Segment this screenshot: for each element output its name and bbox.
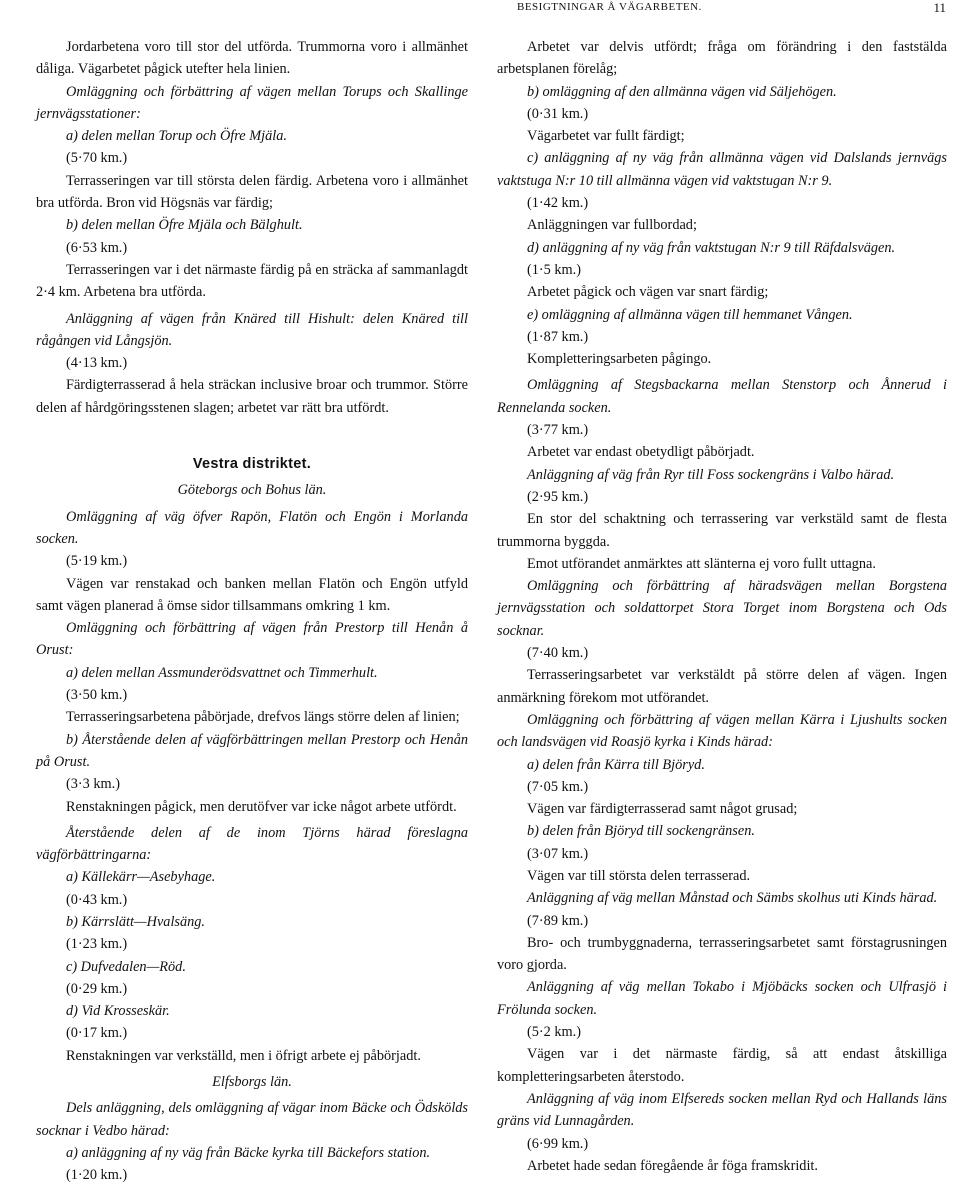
paragraph: Bro- och trumbyggnaderna, terrasseringsarbetet samt förstagrusningen voro gjorda. [497,934,947,974]
paragraph: Vägarbetet var fullt färdigt; [527,128,685,145]
paragraph: a) delen från Kärra till Björyd. [527,756,705,773]
paragraph: Anläggning af vägen från Knäred till Hishult: delen Knäred till rågången vid Långsjön. [36,310,468,349]
paragraph: Anläggning af väg mellan Tokabo i Mjöbäcks socken och Ulfrasjö i Frölunda socken. [497,979,947,1018]
paragraph: (1·23 km.) [66,936,128,953]
paragraph: (1·87 km.) [527,328,589,345]
paragraph: Emot utförandet anmärktes att slänterna ej voro fullt uttagna. [527,555,876,572]
paragraph: Anläggning af väg mellan Månstad och Sämbs skolhus uti Kinds härad. [527,890,938,907]
paragraph: Anläggning af väg från Ryr till Foss sockengräns i Valbo härad. [527,466,895,483]
paragraph: (3·77 km.) [527,422,589,439]
paragraph: a) Källekärr—Asebyhage. [66,869,216,886]
paragraph: b) Kärrslätt—Hvalsäng. [66,913,206,930]
paragraph: (1·5 km.) [527,261,581,278]
paragraph: Renstakningen pågick, men derutöfver var icke något arbete utfördt. [66,798,457,815]
paragraph: Omläggning och förbättring af vägen mellan Torups och Skallinge jernvägsstationer: [36,83,468,122]
paragraph: (3·07 km.) [527,845,589,862]
paragraph: En stor del schaktning och terrassering var verkstäld samt de flesta trummorna byggda. [497,511,947,550]
paragraph: Anläggningen var fullbordad; [527,217,697,234]
paragraph: (5·70 km.) [66,150,128,167]
paragraph: a) anläggning af ny väg från Bäcke kyrka till Bäckefors station. [66,1144,431,1161]
paragraph: Renstakningen var verkställd, men i öfrigt arbete ej påbörjadt. [66,1047,421,1064]
paragraph: b) delen från Björyd till sockengränsen. [527,823,755,840]
paragraph: Terrasseringen var till största delen färdig. Arbetena voro i allmänhet bra utförda. Bron vid Högsnäs var färdig; [36,172,468,212]
paragraph: (4·13 km.) [66,355,128,372]
paragraph: Vägen var i det närmaste färdig, så att endast åtskilliga kompletteringsarbeten återstodo. [497,1046,947,1085]
paragraph: Färdigterrasserad å hela sträckan inclusive broar och trummor. Större delen af hårdgöringsstenen slagen; arbetet var rätt bra utfördt. [36,377,468,416]
paragraph: b) omläggning af den allmänna vägen vid Säljehögen. [527,83,837,100]
paragraph: (0·17 km.) [66,1025,128,1042]
paragraph: Jordarbetena voro till stor del utförda. Trummorna voro i allmänhet dåliga. Vägarbetet pågick utefter hela linien. [36,39,468,78]
paragraph: (6·99 km.) [527,1135,589,1152]
paragraph: (2·95 km.) [527,488,589,505]
paragraph: (7·05 km.) [527,778,589,795]
paragraph: Omläggning och förbättring af vägen mellan Kärra i Ljushults socken och landsvägen vid Roasjö kyrka i Kinds härad: [497,711,947,751]
page-header [0,0,960,16]
paragraph: Arbetet var delvis utfördt; fråga om förändring i den faststälda arbetsplanen förelåg; [497,39,947,78]
paragraph: (7·89 km.) [527,912,589,929]
paragraph: Terrasseringsarbetena påbörjade, drefvos längs större delen af linien; [66,709,460,726]
section-subheading: Elfsborgs län. [212,1074,292,1091]
paragraph: Arbetet pågick och vägen var snart färdig; [527,284,769,301]
paragraph: c) anläggning af ny väg från allmänna vägen vid Dalslands jernvägs vaktstuga N:r 10 till allmänna vägen vid vaktstugan N:r 9. [497,150,947,189]
paragraph: d) Vid Krosseskär. [66,1003,170,1020]
paragraph: Omläggning af Stegsbackarna mellan Stenstorp och Ånnerud i Rennelanda socken. [497,377,947,416]
paragraph: Omläggning och förbättring af häradsvägen mellan Borgstena jernvägsstation och soldattorpet Stora Torget inom Borgstena och Ods socknar. [497,578,947,639]
paragraph: Vägen var färdigterrasserad samt något grusad; [527,801,798,818]
paragraph: (7·40 km.) [527,645,589,662]
right-column [497,36,947,1177]
paragraph: Arbetet hade sedan föregående år föga framskridit. [527,1157,818,1174]
paragraph: Dels anläggning, dels omläggning af vägar inom Bäcke och Ödskölds socknar i Vedbo härad: [36,1100,468,1139]
paragraph: c) Dufvedalen—Röd. [66,958,186,975]
section-subheading: Göteborgs och Bohus län. [177,482,327,499]
paragraph: Arbetet var endast obetydligt påbörjadt. [527,444,755,461]
paragraph: (3·3 km.) [66,776,120,793]
paragraph: Återstående delen af de inom Tjörns härad föreslagna vägförbättringarna: [36,824,468,864]
paragraph: (1·42 km.) [527,195,589,212]
paragraph: Kompletteringsarbeten pågingo. [527,351,712,368]
paragraph: a) delen mellan Torup och Öfre Mjäla. [66,128,287,145]
paragraph: (0·29 km.) [66,980,128,997]
section-heading: Vestra distriktet. [192,456,312,473]
paragraph: Omläggning och förbättring af vägen från Prestorp till Henån å Orust: [36,620,468,659]
paragraph: Vägen var renstakad och banken mellan Flatön och Engön utfyld samt vägen planerad å ömse sidor tillsammans omkring 1 km. [36,575,468,614]
page-number: 11 [933,0,946,15]
paragraph: (0·43 km.) [66,891,128,908]
paragraph: a) delen mellan Assmunderödsvattnet och Timmerhult. [66,664,378,681]
paragraph: (1·20 km.) [66,1167,128,1184]
paragraph: Vägen var till största delen terrasserad. [527,867,751,884]
paragraph: Anläggning af väg inom Elfsereds socken mellan Ryd och Hallands läns gräns vid Lunnagården. [497,1090,947,1130]
paragraph: Omläggning af väg öfver Rapön, Flatön och Engön i Morlanda socken. [36,508,468,547]
running-head: BESIGTNINGAR Å VÄGARBETEN. [517,1,702,13]
paragraph: (5·2 km.) [527,1024,581,1041]
paragraph: (6·53 km.) [66,239,128,256]
paragraph: d) anläggning af ny väg från vaktstugan N:r 9 till Räfdalsvägen. [527,239,896,256]
paragraph: Terrasseringen var i det närmaste färdig på en sträcka af sammanlagdt 2·4 km. Arbetena bra utförda. [36,261,468,301]
paragraph: (3·50 km.) [66,687,128,704]
paragraph: b) delen mellan Öfre Mjäla och Bälghult. [66,217,303,234]
paragraph: b) Återstående delen af vägförbättringen mellan Prestorp och Henån på Orust. [36,731,468,770]
paragraph: Terrasseringsarbetet var verkstäldt på större delen af vägen. Ingen anmärkning förekom mot utförandet. [497,667,947,706]
left-column [36,36,468,1187]
paragraph: (0·31 km.) [527,105,589,122]
paragraph: e) omläggning af allmänna vägen till hemmanet Vången. [527,306,853,323]
paragraph: (5·19 km.) [66,553,128,570]
